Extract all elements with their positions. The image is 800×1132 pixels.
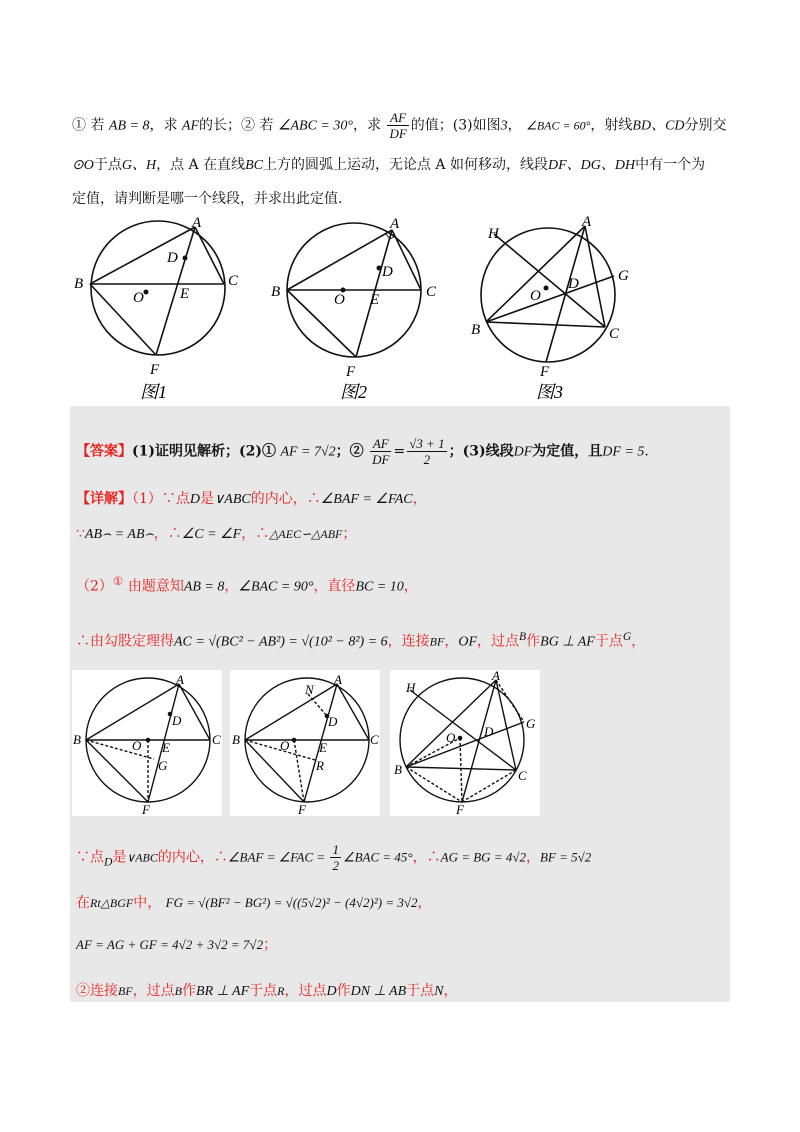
math: ∨ABC <box>214 492 251 507</box>
math: AC = √(BC² − AB²) = √(10² − 8²) = 6 <box>174 634 388 650</box>
math: DF、DG、DH <box>548 158 636 173</box>
text: (1)证明见解析；(2)① <box>132 443 276 460</box>
text: ，直径 <box>313 578 356 595</box>
math: ∠BAF = ∠FAC <box>320 492 413 507</box>
math: D <box>189 492 201 507</box>
text: ，连接 <box>387 633 430 650</box>
sol2-point-o <box>292 738 297 743</box>
math: BR ⊥ AF <box>196 984 250 999</box>
sol1-label-e: E <box>162 740 170 755</box>
answer-line-8 <box>76 934 277 954</box>
math: G、H <box>121 158 157 173</box>
sol2-label-o: O <box>280 738 290 753</box>
sol1-label-o: O <box>132 738 142 753</box>
math: AF <box>181 118 200 134</box>
detail-tag: 【详解】 <box>76 491 132 507</box>
label-f-3: F <box>540 364 550 380</box>
sol2-label-c: C <box>370 732 379 747</box>
point-d <box>183 256 188 261</box>
text: ；② <box>335 443 364 460</box>
text: ， <box>444 633 459 650</box>
text: ，求 <box>352 117 381 134</box>
math: DF = 5 <box>602 444 645 460</box>
text: 作 <box>182 983 197 999</box>
label-o-3: O <box>530 288 541 304</box>
math: DN ⊥ AB <box>350 984 407 999</box>
math: BC <box>245 158 263 173</box>
math: AF = 7√2 <box>280 444 336 460</box>
math: AG = BG = 4√2 <box>440 849 526 865</box>
fraction-half: $\frac{1}{2}$ <box>332 842 339 873</box>
math: BF = 5√2 <box>539 849 592 865</box>
point-d-2 <box>377 266 382 271</box>
math: ∠BAF = ∠FAC = <box>227 849 329 865</box>
text: ，过点 <box>132 983 175 999</box>
question-line-3: 定值，请判断是哪一个线段，并求出此定值. <box>72 191 343 207</box>
math: ∠BAC = 90° <box>238 579 314 595</box>
point-o <box>144 290 149 295</box>
label-d-3: D <box>568 276 579 292</box>
text: 的内心，∴ <box>250 491 321 507</box>
sol3-label-g: G <box>526 716 536 731</box>
text: ，∴ <box>241 526 270 542</box>
text: ，求 <box>149 117 178 134</box>
math: △AEC∽△ABF <box>269 527 343 541</box>
answer-line-1: 【答案】(1)证明见解析；(2)① AF = 7√2；② $\frac{AF}{DF}$ = $\frac{√3 + 1}{2}$ ；(3)线段DF为定值，且DF = 5. <box>76 436 649 467</box>
sol3-label-f: F <box>456 802 464 816</box>
figure-3-caption: 图3 <box>536 382 563 400</box>
text: ， <box>525 849 540 866</box>
sol1-label-d: D <box>172 713 182 728</box>
fraction-rhs: $\frac{√3 + 1}{2}$ <box>409 436 445 467</box>
math: B <box>519 630 527 643</box>
text: ，点 A 在直线 <box>156 157 246 173</box>
math: G <box>622 630 632 643</box>
label-o: O <box>133 290 144 306</box>
math: N <box>434 984 444 999</box>
label-c: C <box>228 273 239 289</box>
math: AF = AG + GF = 4√2 + 3√2 = 7√2 <box>76 937 264 952</box>
question-line-2 <box>72 154 705 174</box>
text: ① <box>112 574 124 588</box>
label-f: F <box>150 362 160 378</box>
fraction: $\frac{AF}{DF}$ <box>389 110 407 141</box>
text: ， <box>443 983 458 999</box>
math: D <box>104 855 113 869</box>
math: ∠ABC = 30° <box>277 118 353 134</box>
text: ， <box>507 117 522 134</box>
text: 中， <box>133 895 162 911</box>
label-f-2: F <box>346 364 356 380</box>
label-b: B <box>74 276 84 292</box>
text: 是 <box>200 491 215 507</box>
math: FG = √(BF² − BG²) = √((5√2)² − (4√2)²) = 3√2 <box>165 895 418 910</box>
answer-line-4 <box>76 574 418 596</box>
sol3-label-a: A <box>492 670 500 683</box>
text: 的值；(3)如图 <box>410 117 501 134</box>
sol1-label-g: G <box>158 758 168 773</box>
text: 是 <box>112 849 127 866</box>
text: 的长；② 若 <box>199 117 274 134</box>
fraction-lhs: $\frac{AF}{DF}$ <box>372 436 390 467</box>
math: ∠BAC = 45° <box>342 849 413 865</box>
text: 作 <box>526 633 541 650</box>
sol2-label-a: A <box>334 672 342 687</box>
text: ，∴ <box>412 849 441 866</box>
text: ， <box>403 578 418 595</box>
text: ， <box>412 491 427 507</box>
sol2-label-f: F <box>298 802 306 816</box>
text: 于点 <box>249 983 278 999</box>
sol1-label-b: B <box>73 732 81 747</box>
math: BG ⊥ AF <box>540 634 595 650</box>
math: D <box>326 984 337 999</box>
figure-1 <box>90 221 225 355</box>
sol3-label-b: B <box>394 762 402 777</box>
label-e-2: E <box>370 292 380 308</box>
sol1-label-f: F <box>142 802 150 816</box>
label-c-3: C <box>609 326 620 342</box>
text: ① 若 <box>72 117 105 134</box>
sol2-label-b: B <box>232 732 240 747</box>
answer-line-7 <box>76 892 431 912</box>
sol3-label-o: O <box>446 730 456 745</box>
math: 3 <box>500 118 508 134</box>
text: （2） <box>76 578 113 595</box>
label-e: E <box>180 286 190 302</box>
text: 为定值，且 <box>532 443 603 460</box>
math: AB⌢ = AB⌢ <box>84 527 154 542</box>
text: 上方的圆弧上运动，无论点 A 如何移动，线段 <box>262 157 548 173</box>
math: B <box>174 984 183 998</box>
sol2-label-n: N <box>305 682 314 697</box>
text: 于点 <box>93 157 122 173</box>
text: 在 <box>76 895 90 911</box>
math: OF <box>458 634 478 650</box>
text: 分别交 <box>684 117 727 134</box>
text: ， <box>224 578 239 595</box>
answer-line-5 <box>76 630 645 651</box>
text: 的内心，∴ <box>157 849 228 866</box>
answer-line-6 <box>76 842 591 873</box>
math: BF <box>118 984 133 998</box>
text: ，过点 <box>477 633 520 650</box>
solution-figure-3 <box>400 678 524 802</box>
text: ；(3)线段 <box>448 443 514 460</box>
math: ∨ABC <box>126 850 158 865</box>
text: 作 <box>336 983 351 999</box>
label-a-3: A <box>582 214 592 230</box>
math: BC = 10 <box>355 579 404 595</box>
sol3-label-h: H <box>406 680 416 695</box>
sol2-label-e: E <box>319 740 327 755</box>
figure-2 <box>287 223 421 357</box>
text: ； <box>263 937 278 953</box>
label-d-2: D <box>382 264 393 280</box>
math: ∠C = ∠F <box>181 527 242 542</box>
label-h-3: H <box>488 226 499 242</box>
label-a-2: A <box>390 216 400 232</box>
math: DF <box>513 444 533 460</box>
sol3-point-o <box>458 736 463 741</box>
figure-2-caption: 图2 <box>340 382 367 400</box>
text: ，射线 <box>590 117 633 134</box>
label-d: D <box>167 250 178 266</box>
label-g-3: G <box>618 268 629 284</box>
text: （1）∵点 <box>132 491 190 507</box>
text: ，过点 <box>284 983 327 999</box>
text: 由题意知 <box>127 578 184 595</box>
math: Rt△BGF <box>90 896 134 910</box>
label-c-2: C <box>426 284 437 300</box>
figure-3 <box>481 226 615 362</box>
solution-figures <box>72 670 542 816</box>
text: ； <box>342 526 357 542</box>
text: ②连接 <box>76 983 118 999</box>
label-o-2: O <box>334 292 345 308</box>
text: ，∴ <box>153 526 182 542</box>
figures-row-top <box>70 210 660 400</box>
text: 于点 <box>594 633 623 650</box>
answer-line-2 <box>76 488 427 508</box>
answer-line-3 <box>76 523 356 543</box>
answer-tag: 【答案】 <box>76 443 132 460</box>
question-line-1 <box>72 110 727 141</box>
text: ， <box>631 633 646 650</box>
sol2-label-d: D <box>328 714 338 729</box>
text: 于点 <box>406 983 435 999</box>
figure-1-caption: 图1 <box>140 382 167 400</box>
text: ∵点 <box>76 849 104 866</box>
sol1-point-o <box>146 738 151 743</box>
text: ∴由勾股定理得 <box>76 633 174 650</box>
text: 中有一个为 <box>635 157 706 173</box>
math: R <box>277 984 285 998</box>
math: AB = 8 <box>108 118 150 134</box>
math: BF <box>429 634 445 649</box>
sol1-label-c: C <box>212 732 221 747</box>
text: . <box>644 443 649 460</box>
label-a: A <box>192 215 202 231</box>
label-b-3: B <box>471 322 481 338</box>
text: ， <box>417 895 432 911</box>
math: AB = 8 <box>183 579 225 595</box>
sol3-label-d: D <box>484 724 494 739</box>
math: ∠BAC = 60° <box>526 118 591 133</box>
answer-line-9 <box>76 980 457 1000</box>
text: ∵ <box>76 526 85 542</box>
sol2-label-r: R <box>316 758 324 773</box>
point-o-3 <box>544 286 549 291</box>
math: ⊙O <box>72 158 94 173</box>
sol1-label-a: A <box>176 672 184 687</box>
math: BD、CD <box>632 118 685 134</box>
label-b-2: B <box>271 284 281 300</box>
sol3-label-c: C <box>518 768 527 783</box>
